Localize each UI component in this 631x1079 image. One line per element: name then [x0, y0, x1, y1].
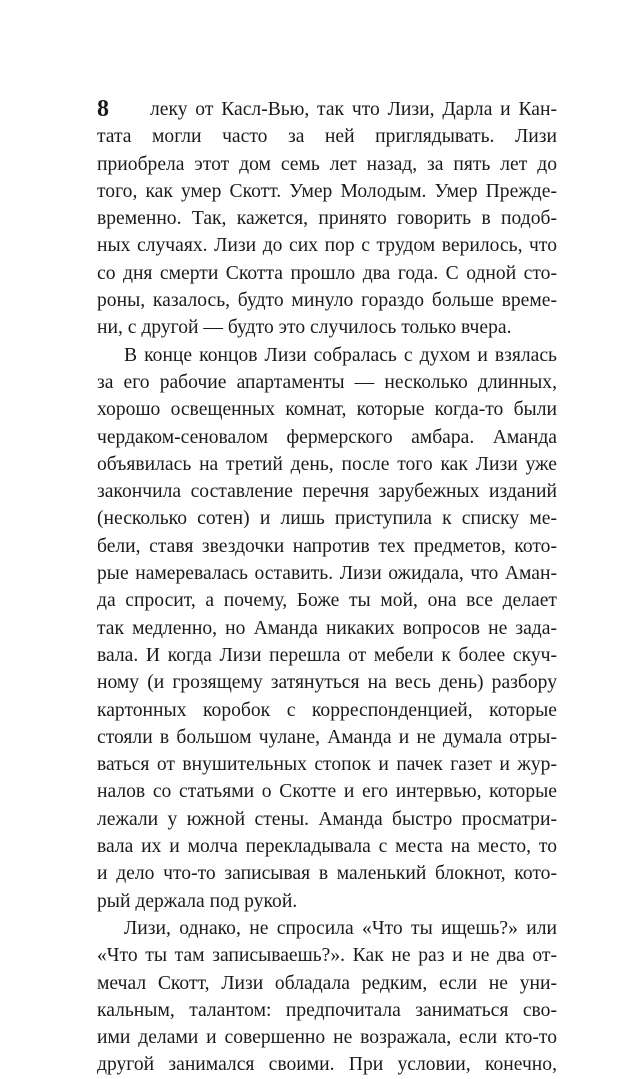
text-line: ному (и грозящему затянуться на весь день) разбору [97, 672, 557, 694]
text-line: рые намеревалась оставить. Лизи ожидала, что Аман- [97, 563, 557, 585]
text-line: вала их и молча перекладывала с места на место, то [97, 836, 557, 858]
text-line: картонных коробок с корреспонденцией, которые [97, 699, 557, 721]
text-line: да спросит, а почему, Боже ты мой, она все делает [97, 590, 557, 612]
page-number: 8 [97, 96, 109, 122]
text-line: так медленно, но Аманда никаких вопросов не зада- [97, 617, 557, 639]
text-line: роны, казалось, будто минуло гораздо больше време- [97, 290, 557, 312]
text-line: (несколько сотен) и лишь приступила к списку ме- [97, 508, 557, 530]
text-line: стояли в большом чулане, Аманда и не думала отры- [97, 726, 557, 748]
text-line: леку от Касл-Вью, так что Лизи, Дарла и Кан- [150, 99, 557, 120]
text-line: тата могли часто за ней приглядывать. Лизи [97, 126, 557, 148]
text-line: приобрела этот дом семь лет назад, за пять лет до [97, 153, 557, 175]
text-line: чердаком-сеновалом фермерского амбара. Аманда [97, 426, 557, 448]
text-line: ных случаях. Лизи до сих пор с трудом верилось, что [97, 235, 557, 257]
text-line: ими делами и совершенно не возражала, если кто-то [97, 1027, 557, 1049]
text-line: временно. Так, кажется, принято говорить в подоб- [97, 208, 557, 230]
text-line: вала. И когда Лизи перешла от мебели к более скуч- [97, 644, 557, 666]
text-line: закончила составление перечня зарубежных изданий [97, 481, 557, 503]
text-line: «Что ты там записываешь?». Как не раз и не два от- [97, 945, 557, 967]
text-line: ваться от внушительных стопок и пачек газет и жур- [97, 754, 557, 776]
text-line: мечал Скотт, Лизи обладала редким, если не уни- [97, 972, 557, 994]
text-line: налов со статьями о Скотте и его интервью, которые [97, 781, 557, 803]
text-line: другой занимался своими. При условии, конечно, [97, 1054, 557, 1076]
text-line: и дело что-то записывая в маленький блокнот, кото- [97, 863, 557, 885]
body-text [97, 96, 557, 1079]
text-line: В конце концов Лизи собралась с духом и взялась [124, 344, 557, 366]
text-line: объявилась на третий день, после того как Лизи уже [97, 453, 557, 475]
text-line: Лизи, однако, не спросила «Что ты ищешь?» или [124, 917, 557, 939]
text-line: со дня смерти Скотта прошло два года. С одной сто- [97, 262, 557, 284]
text-line: рый держала под рукой. [97, 890, 298, 912]
text-line: лежали у южной стены. Аманда быстро просматри- [97, 808, 557, 830]
text-line: кальным, талантом: предпочитала заниматься сво- [97, 999, 557, 1021]
text-line: ни, с другой — будто это случилось только вчера. [97, 317, 512, 339]
text-line: бели, ставя звездочки напротив тех предметов, кото- [97, 535, 557, 557]
text-line: за его рабочие апартаменты — несколько длинных, [97, 371, 557, 393]
text-line: того, как умер Скотт. Умер Молодым. Умер Прежде- [97, 180, 557, 202]
text-line: хорошо освещенных комнат, которые когда-то были [97, 399, 557, 421]
